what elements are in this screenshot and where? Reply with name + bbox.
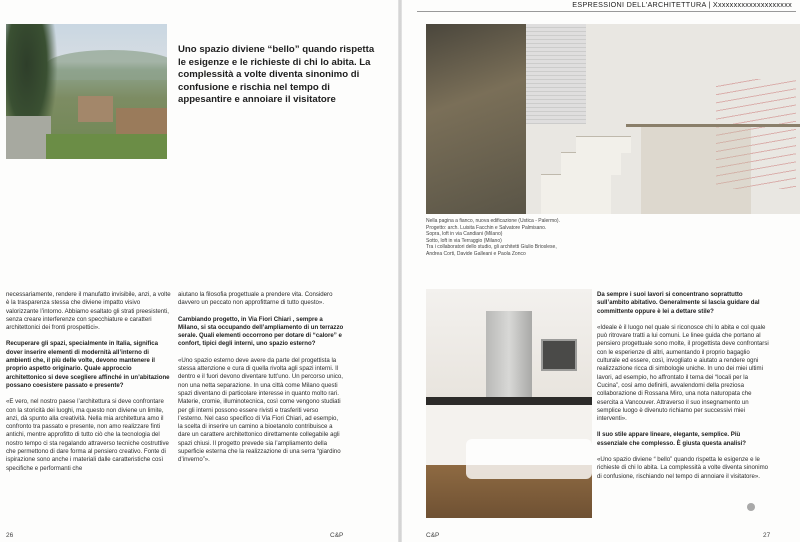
caption-line: Sopra, loft in via Candiani (Milano) [426, 231, 503, 238]
section-header: ESPRESSIONI DELL'ARCHITETTURA | Xxxxxxxxxxxxxxxxxxxx [572, 0, 792, 9]
page-number-left: 26 [6, 532, 14, 539]
left-column-2 [178, 291, 344, 473]
caption-line: Andrea Corti, Davide Galleani e Paola Zonco [426, 250, 526, 257]
pull-quote: Uno spazio diviene “bello” quando rispetta le esigenze e le richieste di chi lo abita. La complessità a volte diventa sinonimo di confusione e rischia nel tempo di appesantire e annoiare il visitatore [178, 44, 375, 106]
caption-line: Nella pagina a fianco, nuova edificazione (Ustica - Palermo). [426, 218, 560, 224]
photo-caption [426, 218, 656, 258]
brand-right: C&P [426, 532, 440, 539]
caption-line: Tra i collaboratori dello studio, gli architetti Giulio Brioslese, [426, 244, 557, 251]
paragraph: necessariamente, rendere il manufatto invisibile, anzi, a volte è la trasparenza stessa che diviene impatto visivo valorizzante l’intorno. Abbiamo esaltato gli strati preesistenti, senza creare interferenze con specchiature e caratteri architettonici dei fronti prospettici». [6, 291, 171, 332]
paragraph: «E vero, nel nostro paese l’architettura si deve confrontare con la storicità dei luoghi, ma questo non diviene un limite, anzi, dà spunto alla creatività. Nella mia architettura amo il confronto tra passato e presente, non amo realizzare finti antichi, mentre approfitto di tutto ciò che la tecnologia del nostro tempo ci sta regalando attraverso tecniche costruttive che permettono di dare forma al pensiero creativo. Fonte di ispirazione sono anche i materiali dalle caratteristiche così specifiche e performanti che [6, 398, 169, 472]
kitchen-photo [426, 289, 592, 518]
paragraph: aiutano la filosofia progettuale a prendere vita. Considero davvero un peccato non approfittarne di tutto questo». [178, 291, 333, 307]
page-gutter [398, 0, 402, 542]
right-column [597, 291, 772, 489]
end-mark-icon [747, 503, 755, 511]
interview-question: Cambiando progetto, in Via Fiori Chiari , sempre a Milano, si sta occupando dell’ampliamento di un terrazzo serale. Quali elementi occorrono per dotare di “calore” e confort, tipici degli interni, uno spazio esterno? [178, 315, 344, 348]
header-rule [417, 11, 796, 12]
paragraph: «Ideale è il luogo nel quale si riconosce chi lo abita e col quale può ritrovare tratti a lui comuni. Le linee guida che portano al pensiero progettuale sono molte, il progettista deve confrontarsi con le esperienze di altri, aumentando il proprio bagaglio culturale ed essere, così, invogliato e aiutato a rendere ogni realizzazione ricca di simbologie uniche. In uno dei miei ultimi lavori, ad esempio, ho affrontato il tema dei “locali per la Cucina”, così amo definirli, avvalendomi della preziosa collaborazione di Rossana Miro, una nota naturopata che esercita a Vancouver. Attraverso il suo insegnamento un semplice luogo è divenuto richiamo per successivi miei interventi». [597, 323, 769, 423]
house-photo [6, 24, 167, 159]
caption-line: Sotto, loft in via Terraggio (Milano) [426, 237, 502, 244]
brand-left: C&P [330, 532, 344, 539]
interview-question: Recuperare gli spazi, specialmente in Italia, significa dover inserire elementi di modernità all’interno di ambienti che, il più delle volte, devono mantenere il proprio aspetto originario. Quale approccio architettonico si deve scegliere affinché in un’abitazione possano coesistere passato e presente? [6, 340, 170, 389]
paragraph: «Uno spazio esterno deve avere da parte del progettista la stessa attenzione e cura di quella rivolta agli spazi interni. Il dentro e il fuori devono diventare tutt’uno. Un percorso unico, non una netta separazione. In una città come Milano questi spazi diventano di particolare interesse in quanto molto rari. Materie, cromie, illuminotecnica, così come vengono studiati per gli interni possono essere rivisti e trasferiti verso l’esterno. Nel caso specifico di Via Fiori Chiari, ad esempio, la scelta di inserire un camino a bioetanolo contribuisce a dare un carattere architettonico direttamente collegabile agli spazi chiusi. Il progetto prevede sia l’ampliamento della superficie esterna che la realizzazione di una serra “giardino d’inverno”». [178, 356, 343, 464]
caption-line: Progetto: arch. Luisita Facchin e Salvatore Palmisano. [426, 224, 547, 231]
page-number-right: 27 [763, 532, 771, 539]
interview-question: Il suo stile appare lineare, elegante, semplice. Più essenziale che complesso. È giusta questa analisi? [597, 431, 747, 447]
interview-question: Da sempre i suoi lavori si concentrano soprattutto sull’ambito abitativo. Generalmente si lascia guidare dal committente oppure è lei a dettare stile? [597, 291, 760, 315]
paragraph: «Uno spazio diviene “ bello” quando rispetta le esigenze e le richieste di chi lo abita. La complessità a volte diventa sinonimo di confusione, rischiando nel tempo di annoiare il visitatore». [597, 456, 769, 480]
left-column-1 [6, 291, 172, 481]
stairs-photo [426, 24, 800, 214]
